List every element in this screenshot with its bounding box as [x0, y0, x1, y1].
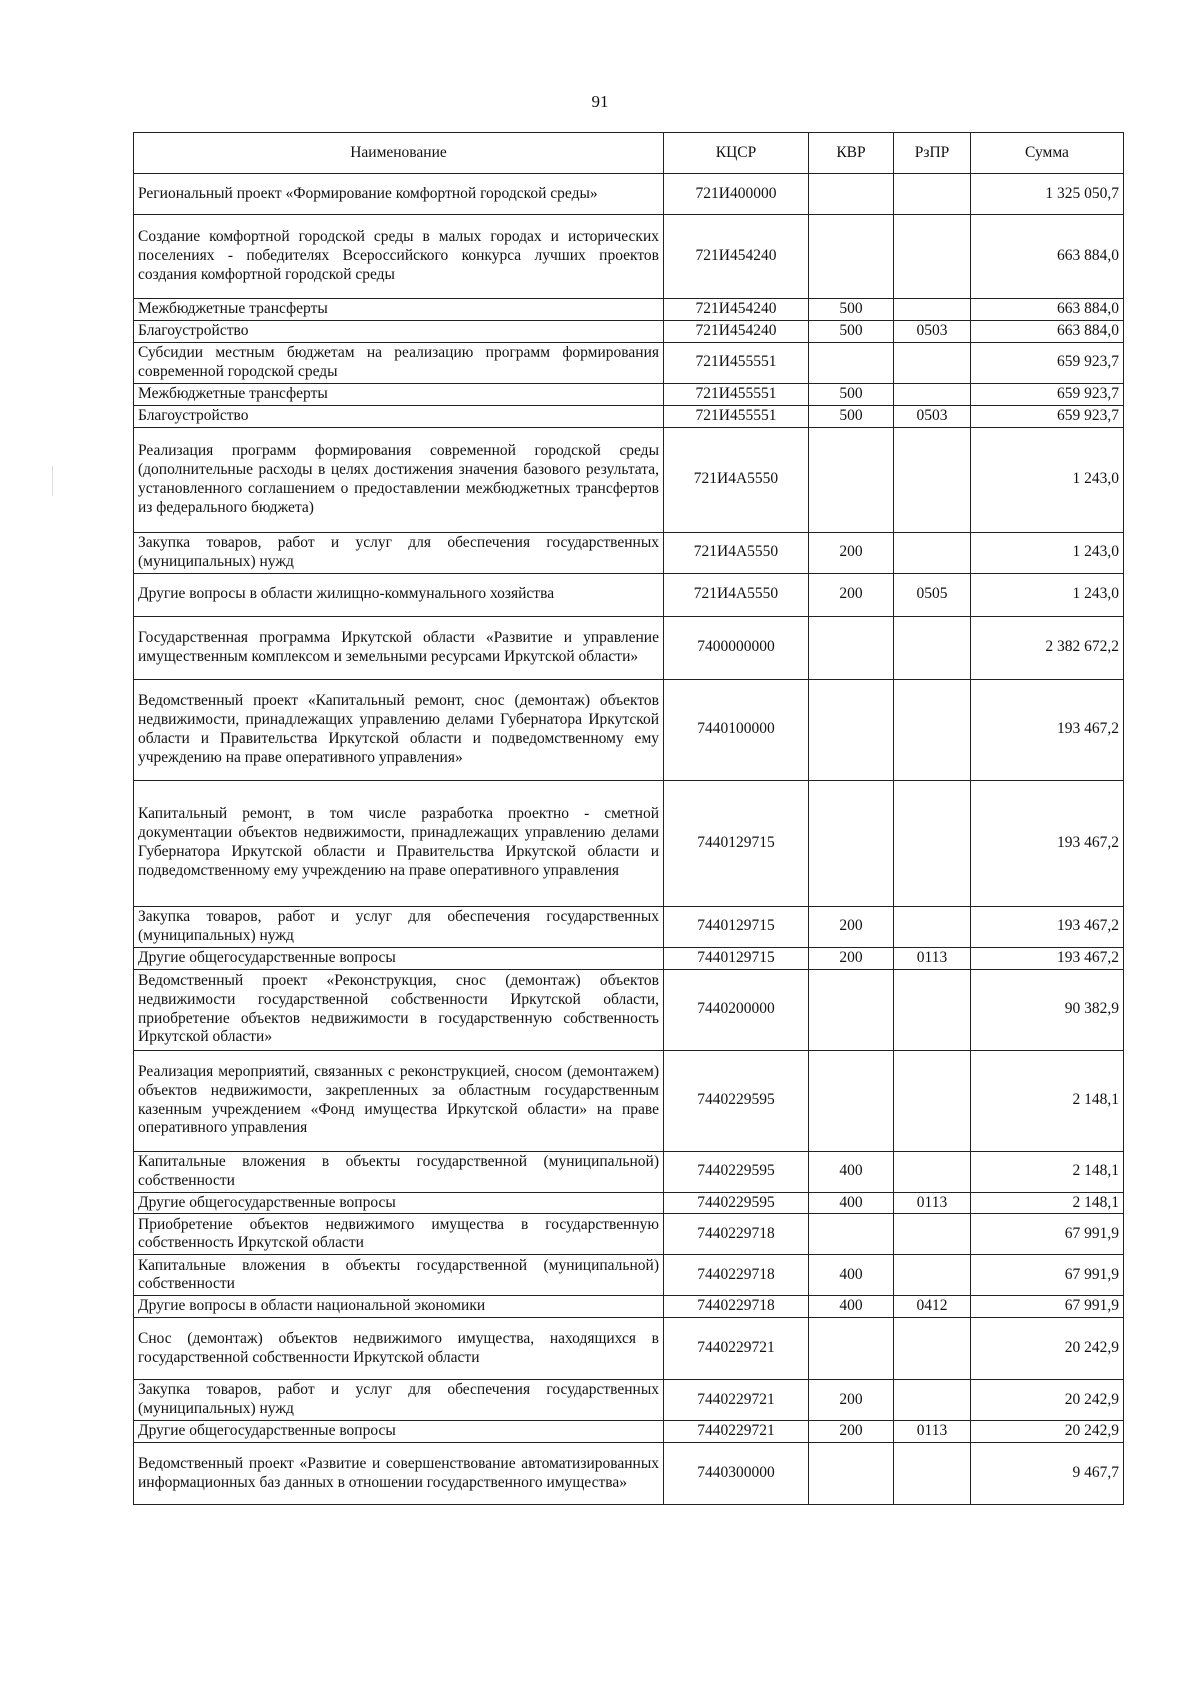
table-row: [134, 383, 1124, 405]
table-row: [134, 532, 1124, 573]
cell-name: Капитальные вложения в объекты государственной (муниципальной) собственности: [134, 1255, 664, 1296]
cell-name: Благоустройство: [134, 405, 664, 427]
table-row: [134, 299, 1124, 321]
table-row: [134, 1443, 1124, 1505]
cell-kvr: [809, 427, 894, 532]
cell-sum: 20 242,9: [971, 1380, 1124, 1421]
cell-kvr: 500: [809, 320, 894, 342]
cell-rzpr: 0113: [894, 1421, 971, 1443]
table-row: [134, 780, 1124, 906]
table-row: [134, 1421, 1124, 1443]
cell-rzpr: 0503: [894, 405, 971, 427]
page-number: 91: [591, 92, 609, 111]
cell-kcsr: 721И454240: [664, 320, 809, 342]
table-row: [134, 427, 1124, 532]
cell-name: Снос (демонтаж) объектов недвижимого имущества, находящихся в государственной собственности Иркутской области: [134, 1318, 664, 1380]
table-row: [134, 1380, 1124, 1421]
cell-name: Региональный проект «Формирование комфортной городской среды»: [134, 174, 664, 215]
cell-name: Межбюджетные трансферты: [134, 299, 664, 321]
cell-rzpr: [894, 1050, 971, 1151]
table-row: [134, 174, 1124, 215]
cell-kcsr: 721И4А5550: [664, 532, 809, 573]
cell-sum: 2 148,1: [971, 1050, 1124, 1151]
cell-rzpr: [894, 1380, 971, 1421]
cell-rzpr: [894, 342, 971, 383]
cell-kcsr: 7440229721: [664, 1380, 809, 1421]
cell-kvr: 500: [809, 299, 894, 321]
cell-sum: 659 923,7: [971, 383, 1124, 405]
scan-margin-mark: [52, 466, 53, 496]
cell-kcsr: 7440300000: [664, 1443, 809, 1505]
cell-kcsr: 7440229721: [664, 1318, 809, 1380]
cell-name: Межбюджетные трансферты: [134, 383, 664, 405]
cell-kcsr: 7440229718: [664, 1296, 809, 1318]
table-row: [134, 320, 1124, 342]
table-row: [134, 215, 1124, 299]
cell-name: Другие общегосударственные вопросы: [134, 1421, 664, 1443]
cell-rzpr: [894, 1151, 971, 1192]
cell-rzpr: 0503: [894, 320, 971, 342]
cell-name: Субсидии местным бюджетам на реализацию программ формирования современной городской среды: [134, 342, 664, 383]
cell-rzpr: 0505: [894, 573, 971, 616]
table-row: [134, 616, 1124, 679]
table-row: [134, 1151, 1124, 1192]
header-rzpr: РзПР: [894, 133, 971, 174]
cell-sum: 9 467,7: [971, 1443, 1124, 1505]
cell-kcsr: 721И455551: [664, 383, 809, 405]
cell-kcsr: 721И454240: [664, 299, 809, 321]
cell-name: Другие общегосударственные вопросы: [134, 947, 664, 969]
table-row: [134, 1214, 1124, 1255]
cell-name: Реализация мероприятий, связанных с реконструкцией, сносом (демонтажем) объектов недвижимости, закрепленных за областным государственным казенным учреждением «Фонд имущества Иркутской области» на праве оперативного управления: [134, 1050, 664, 1151]
cell-kcsr: 721И4А5550: [664, 427, 809, 532]
cell-rzpr: [894, 906, 971, 947]
cell-sum: 67 991,9: [971, 1296, 1124, 1318]
cell-rzpr: 0412: [894, 1296, 971, 1318]
cell-kvr: [809, 1318, 894, 1380]
cell-kcsr: 7440200000: [664, 969, 809, 1050]
cell-rzpr: [894, 532, 971, 573]
cell-rzpr: [894, 679, 971, 780]
header-kvr: КВР: [809, 133, 894, 174]
cell-kcsr: 7440229595: [664, 1050, 809, 1151]
cell-kvr: 200: [809, 906, 894, 947]
cell-name: Капитальный ремонт, в том числе разработка проектно - сметной документации объектов недвижимости, принадлежащих управлению делами Губернатора Иркутской области и Правительства Иркутской области и подведомственному ему учреждению на праве оперативного управления: [134, 780, 664, 906]
cell-sum: 659 923,7: [971, 405, 1124, 427]
cell-kvr: 400: [809, 1151, 894, 1192]
cell-kvr: 400: [809, 1296, 894, 1318]
table-row: [134, 1050, 1124, 1151]
budget-table: [133, 132, 1124, 1505]
cell-name: Другие вопросы в области жилищно-коммунального хозяйства: [134, 573, 664, 616]
cell-name: Другие вопросы в области национальной экономики: [134, 1296, 664, 1318]
cell-name: Реализация программ формирования современной городской среды (дополнительные расходы в целях достижения значения базового результата, установленного соглашением о предоставлении межбюджетных трансфертов из федерального бюджета): [134, 427, 664, 532]
cell-rzpr: 0113: [894, 947, 971, 969]
cell-name: Ведомственный проект «Реконструкция, снос (демонтаж) объектов недвижимости государственной собственности Иркутской области, приобретение объектов недвижимости в государственную собственность Иркутской области»: [134, 969, 664, 1050]
cell-kcsr: 721И455551: [664, 405, 809, 427]
table-row: [134, 1296, 1124, 1318]
cell-kcsr: 7440129715: [664, 906, 809, 947]
cell-kvr: 200: [809, 947, 894, 969]
cell-sum: 663 884,0: [971, 320, 1124, 342]
table-row: [134, 405, 1124, 427]
cell-kcsr: 7440229595: [664, 1151, 809, 1192]
table-header-row: [134, 133, 1124, 174]
cell-name: Закупка товаров, работ и услуг для обеспечения государственных (муниципальных) нужд: [134, 532, 664, 573]
cell-rzpr: [894, 299, 971, 321]
cell-rzpr: [894, 1318, 971, 1380]
cell-sum: 193 467,2: [971, 679, 1124, 780]
cell-kcsr: 7400000000: [664, 616, 809, 679]
cell-sum: 193 467,2: [971, 906, 1124, 947]
cell-kvr: [809, 969, 894, 1050]
cell-kvr: 400: [809, 1192, 894, 1214]
cell-name: Государственная программа Иркутской области «Развитие и управление имущественным комплексом и земельными ресурсами Иркутской области»: [134, 616, 664, 679]
cell-kvr: [809, 1050, 894, 1151]
table-row: [134, 573, 1124, 616]
table-row: [134, 947, 1124, 969]
cell-kcsr: 721И400000: [664, 174, 809, 215]
cell-rzpr: [894, 1255, 971, 1296]
cell-name: Приобретение объектов недвижимого имущества в государственную собственность Иркутской области: [134, 1214, 664, 1255]
cell-sum: 20 242,9: [971, 1421, 1124, 1443]
cell-kvr: 500: [809, 383, 894, 405]
cell-rzpr: [894, 969, 971, 1050]
cell-sum: 193 467,2: [971, 780, 1124, 906]
table-row: [134, 969, 1124, 1050]
cell-sum: 67 991,9: [971, 1214, 1124, 1255]
table-row: [134, 906, 1124, 947]
cell-sum: 1 243,0: [971, 532, 1124, 573]
cell-name: Другие общегосударственные вопросы: [134, 1192, 664, 1214]
cell-kvr: [809, 1443, 894, 1505]
cell-rzpr: [894, 174, 971, 215]
header-name: Наименование: [134, 133, 664, 174]
cell-name: Ведомственный проект «Развитие и совершенствование автоматизированных информационных баз данных в отношении государственного имущества»: [134, 1443, 664, 1505]
table-row: [134, 1192, 1124, 1214]
cell-name: Закупка товаров, работ и услуг для обеспечения государственных (муниципальных) нужд: [134, 1380, 664, 1421]
cell-sum: 1 243,0: [971, 573, 1124, 616]
cell-sum: 1 325 050,7: [971, 174, 1124, 215]
cell-kvr: [809, 679, 894, 780]
header-kcsr: КЦСР: [664, 133, 809, 174]
cell-kcsr: 721И454240: [664, 215, 809, 299]
cell-kvr: [809, 616, 894, 679]
cell-sum: 20 242,9: [971, 1318, 1124, 1380]
cell-name: Благоустройство: [134, 320, 664, 342]
cell-sum: 659 923,7: [971, 342, 1124, 383]
cell-kcsr: 7440229595: [664, 1192, 809, 1214]
cell-name: Ведомственный проект «Капитальный ремонт, снос (демонтаж) объектов недвижимости, принадлежащих управлению делами Губернатора Иркутской области и Правительства Иркутской области и подведомственному ему учреждению на праве оперативного управления»: [134, 679, 664, 780]
cell-sum: 2 148,1: [971, 1192, 1124, 1214]
cell-kvr: 200: [809, 1380, 894, 1421]
cell-kvr: 200: [809, 532, 894, 573]
cell-rzpr: [894, 427, 971, 532]
cell-sum: 193 467,2: [971, 947, 1124, 969]
cell-sum: 90 382,9: [971, 969, 1124, 1050]
header-sum: Сумма: [971, 133, 1124, 174]
cell-kcsr: 7440229718: [664, 1214, 809, 1255]
cell-kvr: [809, 780, 894, 906]
cell-kcsr: 7440229718: [664, 1255, 809, 1296]
cell-kvr: 500: [809, 405, 894, 427]
cell-sum: 67 991,9: [971, 1255, 1124, 1296]
cell-kcsr: 721И455551: [664, 342, 809, 383]
cell-kvr: [809, 1214, 894, 1255]
table-row: [134, 1255, 1124, 1296]
cell-name: Закупка товаров, работ и услуг для обеспечения государственных (муниципальных) нужд: [134, 906, 664, 947]
cell-kvr: 200: [809, 573, 894, 616]
cell-kcsr: 721И4А5550: [664, 573, 809, 616]
cell-name: Капитальные вложения в объекты государственной (муниципальной) собственности: [134, 1151, 664, 1192]
cell-kcsr: 7440100000: [664, 679, 809, 780]
cell-sum: 2 148,1: [971, 1151, 1124, 1192]
table-row: [134, 1318, 1124, 1380]
table-row: [134, 342, 1124, 383]
cell-kvr: [809, 342, 894, 383]
cell-rzpr: [894, 1443, 971, 1505]
cell-rzpr: [894, 383, 971, 405]
cell-sum: 663 884,0: [971, 299, 1124, 321]
cell-sum: 663 884,0: [971, 215, 1124, 299]
cell-sum: 2 382 672,2: [971, 616, 1124, 679]
cell-kcsr: 7440129715: [664, 780, 809, 906]
cell-kcsr: 7440229721: [664, 1421, 809, 1443]
cell-kcsr: 7440129715: [664, 947, 809, 969]
cell-rzpr: [894, 616, 971, 679]
cell-rzpr: [894, 1214, 971, 1255]
cell-rzpr: 0113: [894, 1192, 971, 1214]
cell-kvr: 200: [809, 1421, 894, 1443]
cell-kvr: [809, 174, 894, 215]
cell-kvr: [809, 215, 894, 299]
table-row: [134, 679, 1124, 780]
cell-sum: 1 243,0: [971, 427, 1124, 532]
cell-rzpr: [894, 780, 971, 906]
cell-rzpr: [894, 215, 971, 299]
cell-name: Создание комфортной городской среды в малых городах и исторических поселениях - победителях Всероссийского конкурса лучших проектов создания комфортной городской среды: [134, 215, 664, 299]
cell-kvr: 400: [809, 1255, 894, 1296]
